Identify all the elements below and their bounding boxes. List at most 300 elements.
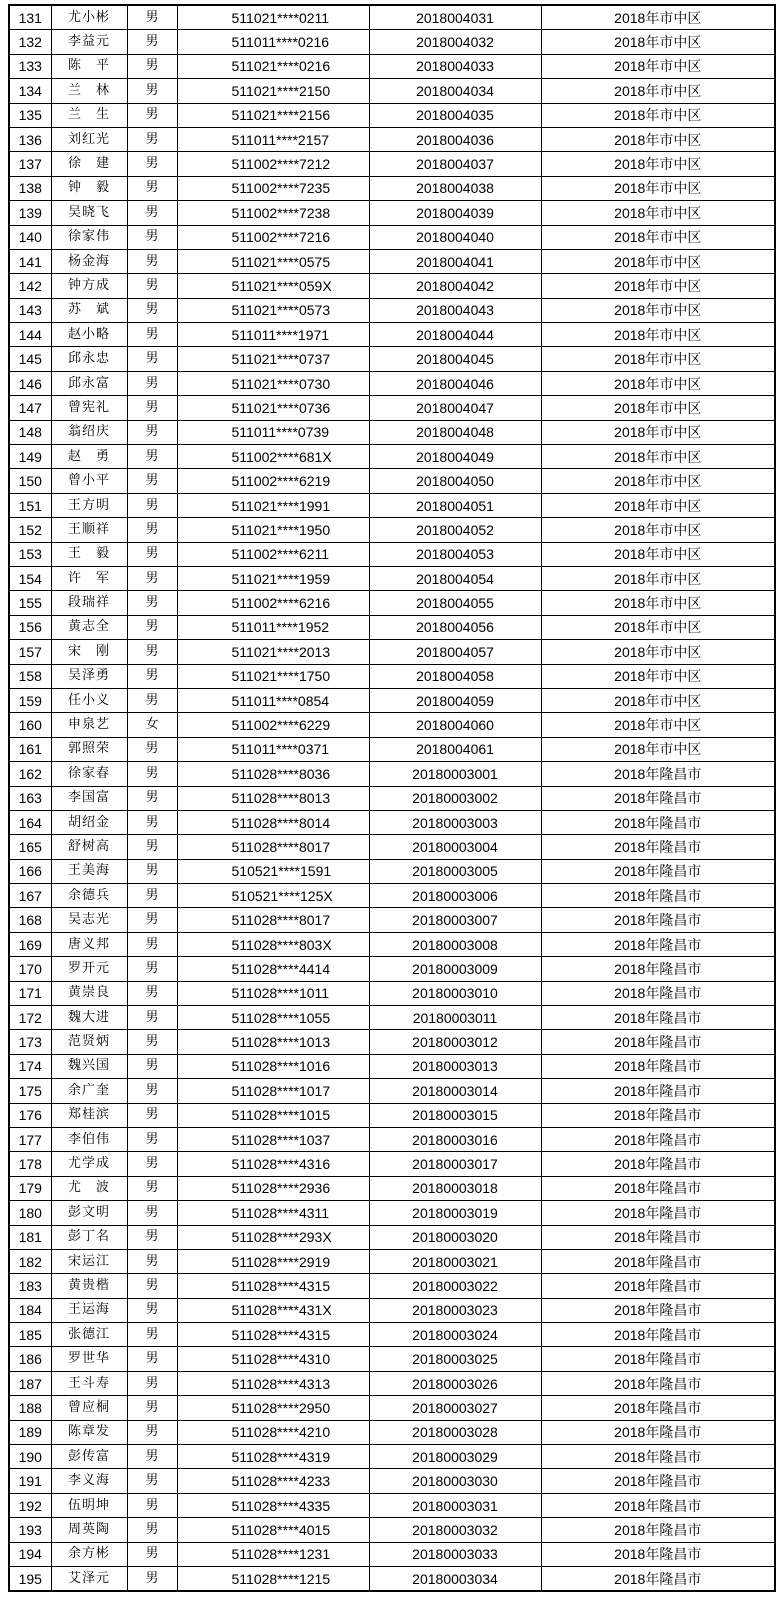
table-row — [9, 1298, 775, 1322]
person-name-cell: 刘红光 — [51, 127, 127, 151]
gender-cell: 男 — [127, 371, 177, 395]
id-number-cell: 511002****6216 — [177, 591, 369, 615]
id-number-cell: 511021****2156 — [177, 103, 369, 127]
person-name-cell: 范贤炳 — [51, 1030, 127, 1054]
gender-cell: 男 — [127, 1298, 177, 1322]
table-row — [9, 1225, 775, 1249]
row-number-cell: 194 — [9, 1542, 51, 1566]
row-number-cell: 179 — [9, 1176, 51, 1200]
gender-cell: 男 — [127, 347, 177, 371]
certificate-number-cell: 20180003029 — [369, 1445, 541, 1469]
certificate-number-cell: 2018004059 — [369, 688, 541, 712]
table-row — [9, 152, 775, 176]
gender-cell: 男 — [127, 932, 177, 956]
row-number-cell: 168 — [9, 908, 51, 932]
table-row — [9, 225, 775, 249]
id-number-cell: 511021****2150 — [177, 79, 369, 103]
year-district-cell: 2018年隆昌市 — [541, 810, 775, 834]
year-district-cell: 2018年隆昌市 — [541, 786, 775, 810]
table-row — [9, 323, 775, 347]
roster-table — [8, 4, 776, 1592]
id-number-cell: 511028****1017 — [177, 1079, 369, 1103]
gender-cell: 男 — [127, 298, 177, 322]
row-number-cell: 185 — [9, 1323, 51, 1347]
row-number-cell: 151 — [9, 493, 51, 517]
person-name-cell: 王方明 — [51, 493, 127, 517]
row-number-cell: 158 — [9, 664, 51, 688]
table-row — [9, 615, 775, 639]
person-name-cell: 魏兴国 — [51, 1054, 127, 1078]
row-number-cell: 183 — [9, 1274, 51, 1298]
gender-cell: 男 — [127, 737, 177, 761]
year-district-cell: 2018年市中区 — [541, 493, 775, 517]
table-row — [9, 493, 775, 517]
year-district-cell: 2018年隆昌市 — [541, 1225, 775, 1249]
certificate-number-cell: 20180003020 — [369, 1225, 541, 1249]
gender-cell: 男 — [127, 1323, 177, 1347]
year-district-cell: 2018年隆昌市 — [541, 1518, 775, 1542]
person-name-cell: 尤学成 — [51, 1152, 127, 1176]
row-number-cell: 157 — [9, 640, 51, 664]
id-number-cell: 511021****1950 — [177, 518, 369, 542]
row-number-cell: 184 — [9, 1298, 51, 1322]
table-row — [9, 908, 775, 932]
table-row — [9, 1274, 775, 1298]
year-district-cell: 2018年市中区 — [541, 5, 775, 30]
table-row — [9, 640, 775, 664]
row-number-cell: 145 — [9, 347, 51, 371]
row-number-cell: 141 — [9, 249, 51, 273]
table-row — [9, 396, 775, 420]
gender-cell: 男 — [127, 908, 177, 932]
table-row — [9, 1567, 775, 1592]
id-number-cell: 511028****4310 — [177, 1347, 369, 1371]
person-name-cell: 任小义 — [51, 688, 127, 712]
row-number-cell: 134 — [9, 79, 51, 103]
table-row — [9, 566, 775, 590]
person-name-cell: 钟 毅 — [51, 176, 127, 200]
year-district-cell: 2018年隆昌市 — [541, 1030, 775, 1054]
year-district-cell: 2018年隆昌市 — [541, 981, 775, 1005]
certificate-number-cell: 20180003014 — [369, 1079, 541, 1103]
id-number-cell: 511028****4313 — [177, 1371, 369, 1395]
person-name-cell: 曾宪礼 — [51, 396, 127, 420]
table-row — [9, 103, 775, 127]
row-number-cell: 192 — [9, 1493, 51, 1517]
table-row — [9, 786, 775, 810]
certificate-number-cell: 2018004051 — [369, 493, 541, 517]
person-name-cell: 吴志光 — [51, 908, 127, 932]
id-number-cell: 511028****2950 — [177, 1396, 369, 1420]
year-district-cell: 2018年市中区 — [541, 79, 775, 103]
table-row — [9, 1445, 775, 1469]
person-name-cell: 余方彬 — [51, 1542, 127, 1566]
certificate-number-cell: 2018004060 — [369, 713, 541, 737]
certificate-number-cell: 2018004041 — [369, 249, 541, 273]
person-name-cell: 魏大进 — [51, 1006, 127, 1030]
row-number-cell: 153 — [9, 542, 51, 566]
row-number-cell: 165 — [9, 835, 51, 859]
year-district-cell: 2018年隆昌市 — [541, 1249, 775, 1273]
certificate-number-cell: 20180003005 — [369, 859, 541, 883]
gender-cell: 男 — [127, 835, 177, 859]
row-number-cell: 176 — [9, 1103, 51, 1127]
table-row — [9, 762, 775, 786]
certificate-number-cell: 20180003006 — [369, 884, 541, 908]
gender-cell: 男 — [127, 640, 177, 664]
year-district-cell: 2018年隆昌市 — [541, 1347, 775, 1371]
table-row — [9, 274, 775, 298]
person-name-cell: 兰 林 — [51, 79, 127, 103]
year-district-cell: 2018年隆昌市 — [541, 1323, 775, 1347]
gender-cell: 男 — [127, 688, 177, 712]
year-district-cell: 2018年隆昌市 — [541, 1371, 775, 1395]
table-row — [9, 957, 775, 981]
table-row — [9, 1176, 775, 1200]
gender-cell: 男 — [127, 1006, 177, 1030]
person-name-cell: 兰 生 — [51, 103, 127, 127]
id-number-cell: 511021****059X — [177, 274, 369, 298]
year-district-cell: 2018年隆昌市 — [541, 1176, 775, 1200]
year-district-cell: 2018年市中区 — [541, 127, 775, 151]
certificate-number-cell: 20180003001 — [369, 762, 541, 786]
certificate-number-cell: 20180003009 — [369, 957, 541, 981]
certificate-number-cell: 20180003012 — [369, 1030, 541, 1054]
id-number-cell: 511021****0573 — [177, 298, 369, 322]
certificate-number-cell: 20180003011 — [369, 1006, 541, 1030]
year-district-cell: 2018年隆昌市 — [541, 1201, 775, 1225]
id-number-cell: 511028****4311 — [177, 1201, 369, 1225]
certificate-number-cell: 2018004035 — [369, 103, 541, 127]
row-number-cell: 159 — [9, 688, 51, 712]
year-district-cell: 2018年隆昌市 — [541, 1152, 775, 1176]
gender-cell: 男 — [127, 469, 177, 493]
row-number-cell: 181 — [9, 1225, 51, 1249]
id-number-cell: 511028****1015 — [177, 1103, 369, 1127]
id-number-cell: 511011****0854 — [177, 688, 369, 712]
id-number-cell: 511028****2919 — [177, 1249, 369, 1273]
table-row — [9, 1469, 775, 1493]
row-number-cell: 137 — [9, 152, 51, 176]
row-number-cell: 193 — [9, 1518, 51, 1542]
person-name-cell: 吴晓飞 — [51, 201, 127, 225]
person-name-cell: 申泉艺 — [51, 713, 127, 737]
certificate-number-cell: 2018004036 — [369, 127, 541, 151]
table-row — [9, 420, 775, 444]
id-number-cell: 511011****0371 — [177, 737, 369, 761]
row-number-cell: 177 — [9, 1127, 51, 1151]
table-row — [9, 1030, 775, 1054]
year-district-cell: 2018年隆昌市 — [541, 957, 775, 981]
table-row — [9, 859, 775, 883]
year-district-cell: 2018年市中区 — [541, 615, 775, 639]
year-district-cell: 2018年隆昌市 — [541, 1469, 775, 1493]
certificate-number-cell: 2018004048 — [369, 420, 541, 444]
row-number-cell: 146 — [9, 371, 51, 395]
year-district-cell: 2018年市中区 — [541, 688, 775, 712]
gender-cell: 男 — [127, 201, 177, 225]
year-district-cell: 2018年市中区 — [541, 30, 775, 54]
row-number-cell: 171 — [9, 981, 51, 1005]
id-number-cell: 511028****1055 — [177, 1006, 369, 1030]
id-number-cell: 511028****1215 — [177, 1567, 369, 1592]
person-name-cell: 邱永富 — [51, 371, 127, 395]
gender-cell: 男 — [127, 1225, 177, 1249]
id-number-cell: 511002****7235 — [177, 176, 369, 200]
person-name-cell: 王顺祥 — [51, 518, 127, 542]
table-row — [9, 127, 775, 151]
certificate-number-cell: 20180003030 — [369, 1469, 541, 1493]
gender-cell: 男 — [127, 5, 177, 30]
table-row — [9, 591, 775, 615]
id-number-cell: 511021****0211 — [177, 5, 369, 30]
year-district-cell: 2018年市中区 — [541, 323, 775, 347]
gender-cell: 男 — [127, 1542, 177, 1566]
certificate-number-cell: 2018004043 — [369, 298, 541, 322]
certificate-number-cell: 20180003027 — [369, 1396, 541, 1420]
id-number-cell: 511028****4335 — [177, 1493, 369, 1517]
id-number-cell: 511028****4319 — [177, 1445, 369, 1469]
table-row — [9, 54, 775, 78]
certificate-number-cell: 20180003018 — [369, 1176, 541, 1200]
table-row — [9, 1249, 775, 1273]
id-number-cell: 511028****803X — [177, 932, 369, 956]
year-district-cell: 2018年隆昌市 — [541, 1542, 775, 1566]
table-row — [9, 1054, 775, 1078]
person-name-cell: 许 军 — [51, 566, 127, 590]
certificate-number-cell: 2018004047 — [369, 396, 541, 420]
person-name-cell: 曾应桐 — [51, 1396, 127, 1420]
certificate-number-cell: 2018004034 — [369, 79, 541, 103]
certificate-number-cell: 2018004039 — [369, 201, 541, 225]
certificate-number-cell: 20180003008 — [369, 932, 541, 956]
certificate-number-cell: 2018004061 — [369, 737, 541, 761]
gender-cell: 男 — [127, 152, 177, 176]
year-district-cell: 2018年隆昌市 — [541, 1493, 775, 1517]
person-name-cell: 彭丁名 — [51, 1225, 127, 1249]
year-district-cell: 2018年市中区 — [541, 640, 775, 664]
gender-cell: 男 — [127, 762, 177, 786]
certificate-number-cell: 2018004053 — [369, 542, 541, 566]
row-number-cell: 172 — [9, 1006, 51, 1030]
id-number-cell: 511028****1016 — [177, 1054, 369, 1078]
person-name-cell: 伍明坤 — [51, 1493, 127, 1517]
id-number-cell: 511021****1959 — [177, 566, 369, 590]
table-row — [9, 518, 775, 542]
year-district-cell: 2018年隆昌市 — [541, 1298, 775, 1322]
year-district-cell: 2018年隆昌市 — [541, 1079, 775, 1103]
row-number-cell: 136 — [9, 127, 51, 151]
id-number-cell: 511011****2157 — [177, 127, 369, 151]
id-number-cell: 511028****4210 — [177, 1420, 369, 1444]
year-district-cell: 2018年市中区 — [541, 347, 775, 371]
certificate-number-cell: 20180003017 — [369, 1152, 541, 1176]
id-number-cell: 511028****4315 — [177, 1274, 369, 1298]
table-row — [9, 201, 775, 225]
gender-cell: 男 — [127, 1249, 177, 1273]
certificate-number-cell: 2018004050 — [369, 469, 541, 493]
table-row — [9, 79, 775, 103]
person-name-cell: 余广奎 — [51, 1079, 127, 1103]
gender-cell: 男 — [127, 30, 177, 54]
row-number-cell: 142 — [9, 274, 51, 298]
row-number-cell: 167 — [9, 884, 51, 908]
table-row — [9, 347, 775, 371]
year-district-cell: 2018年市中区 — [541, 103, 775, 127]
table-row — [9, 1323, 775, 1347]
person-name-cell: 宋运江 — [51, 1249, 127, 1273]
year-district-cell: 2018年市中区 — [541, 54, 775, 78]
table-row — [9, 1201, 775, 1225]
person-name-cell: 罗开元 — [51, 957, 127, 981]
person-name-cell: 王 毅 — [51, 542, 127, 566]
gender-cell: 男 — [127, 591, 177, 615]
id-number-cell: 510521****125X — [177, 884, 369, 908]
gender-cell: 男 — [127, 518, 177, 542]
person-name-cell: 彭文明 — [51, 1201, 127, 1225]
id-number-cell: 511002****6219 — [177, 469, 369, 493]
certificate-number-cell: 20180003031 — [369, 1493, 541, 1517]
certificate-number-cell: 20180003015 — [369, 1103, 541, 1127]
row-number-cell: 160 — [9, 713, 51, 737]
certificate-number-cell: 2018004046 — [369, 371, 541, 395]
certificate-number-cell: 20180003002 — [369, 786, 541, 810]
row-number-cell: 163 — [9, 786, 51, 810]
table-row — [9, 810, 775, 834]
year-district-cell: 2018年市中区 — [541, 713, 775, 737]
row-number-cell: 169 — [9, 932, 51, 956]
person-name-cell: 吴泽勇 — [51, 664, 127, 688]
certificate-number-cell: 20180003003 — [369, 810, 541, 834]
gender-cell: 男 — [127, 1079, 177, 1103]
gender-cell: 男 — [127, 127, 177, 151]
certificate-number-cell: 20180003028 — [369, 1420, 541, 1444]
row-number-cell: 143 — [9, 298, 51, 322]
certificate-number-cell: 20180003034 — [369, 1567, 541, 1592]
year-district-cell: 2018年隆昌市 — [541, 1274, 775, 1298]
year-district-cell: 2018年隆昌市 — [541, 1567, 775, 1592]
certificate-number-cell: 20180003013 — [369, 1054, 541, 1078]
gender-cell: 男 — [127, 176, 177, 200]
row-number-cell: 150 — [9, 469, 51, 493]
gender-cell: 男 — [127, 1054, 177, 1078]
year-district-cell: 2018年隆昌市 — [541, 859, 775, 883]
id-number-cell: 511028****431X — [177, 1298, 369, 1322]
gender-cell: 男 — [127, 566, 177, 590]
id-number-cell: 511002****6229 — [177, 713, 369, 737]
certificate-number-cell: 2018004055 — [369, 591, 541, 615]
gender-cell: 男 — [127, 810, 177, 834]
person-name-cell: 李国富 — [51, 786, 127, 810]
person-name-cell: 翁绍庆 — [51, 420, 127, 444]
person-name-cell: 陈 平 — [51, 54, 127, 78]
year-district-cell: 2018年隆昌市 — [541, 908, 775, 932]
certificate-number-cell: 20180003026 — [369, 1371, 541, 1395]
person-name-cell: 钟方成 — [51, 274, 127, 298]
id-number-cell: 511028****8036 — [177, 762, 369, 786]
person-name-cell: 王运海 — [51, 1298, 127, 1322]
certificate-number-cell: 2018004049 — [369, 445, 541, 469]
row-number-cell: 195 — [9, 1567, 51, 1592]
person-name-cell: 徐家伟 — [51, 225, 127, 249]
id-number-cell: 511011****1971 — [177, 323, 369, 347]
year-district-cell: 2018年市中区 — [541, 469, 775, 493]
row-number-cell: 186 — [9, 1347, 51, 1371]
gender-cell: 男 — [127, 1396, 177, 1420]
person-name-cell: 赵小略 — [51, 323, 127, 347]
table-row — [9, 298, 775, 322]
roster-body — [9, 5, 775, 1591]
gender-cell: 男 — [127, 542, 177, 566]
gender-cell: 男 — [127, 323, 177, 347]
gender-cell: 男 — [127, 1347, 177, 1371]
person-name-cell: 宋 刚 — [51, 640, 127, 664]
certificate-number-cell: 20180003007 — [369, 908, 541, 932]
year-district-cell: 2018年市中区 — [541, 249, 775, 273]
row-number-cell: 147 — [9, 396, 51, 420]
table-row — [9, 1542, 775, 1566]
id-number-cell: 511028****8017 — [177, 908, 369, 932]
person-name-cell: 尤 波 — [51, 1176, 127, 1200]
person-name-cell: 胡绍金 — [51, 810, 127, 834]
table-row — [9, 1371, 775, 1395]
certificate-number-cell: 2018004052 — [369, 518, 541, 542]
gender-cell: 男 — [127, 957, 177, 981]
gender-cell: 男 — [127, 1420, 177, 1444]
person-name-cell: 尤小彬 — [51, 5, 127, 30]
person-name-cell: 杨金海 — [51, 249, 127, 273]
table-row — [9, 1347, 775, 1371]
year-district-cell: 2018年市中区 — [541, 542, 775, 566]
person-name-cell: 徐家春 — [51, 762, 127, 786]
person-name-cell: 徐 建 — [51, 152, 127, 176]
id-number-cell: 511028****4414 — [177, 957, 369, 981]
year-district-cell: 2018年市中区 — [541, 274, 775, 298]
year-district-cell: 2018年市中区 — [541, 445, 775, 469]
gender-cell: 男 — [127, 493, 177, 517]
id-number-cell: 511002****681X — [177, 445, 369, 469]
id-number-cell: 511002****7212 — [177, 152, 369, 176]
id-number-cell: 511021****0216 — [177, 54, 369, 78]
id-number-cell: 511021****0736 — [177, 396, 369, 420]
certificate-number-cell: 2018004042 — [369, 274, 541, 298]
year-district-cell: 2018年市中区 — [541, 176, 775, 200]
table-row — [9, 371, 775, 395]
row-number-cell: 170 — [9, 957, 51, 981]
certificate-number-cell: 2018004057 — [369, 640, 541, 664]
gender-cell: 男 — [127, 664, 177, 688]
id-number-cell: 511028****1231 — [177, 1542, 369, 1566]
row-number-cell: 161 — [9, 737, 51, 761]
person-name-cell: 周英陶 — [51, 1518, 127, 1542]
person-name-cell: 张德江 — [51, 1323, 127, 1347]
table-row — [9, 713, 775, 737]
gender-cell: 男 — [127, 1567, 177, 1592]
id-number-cell: 511028****293X — [177, 1225, 369, 1249]
id-number-cell: 511021****0730 — [177, 371, 369, 395]
person-name-cell: 王美海 — [51, 859, 127, 883]
id-number-cell: 511011****0216 — [177, 30, 369, 54]
gender-cell: 男 — [127, 274, 177, 298]
certificate-number-cell: 2018004033 — [369, 54, 541, 78]
year-district-cell: 2018年隆昌市 — [541, 932, 775, 956]
certificate-number-cell: 2018004040 — [369, 225, 541, 249]
table-row — [9, 884, 775, 908]
row-number-cell: 149 — [9, 445, 51, 469]
id-number-cell: 511021****1750 — [177, 664, 369, 688]
gender-cell: 男 — [127, 859, 177, 883]
person-name-cell: 郑桂滨 — [51, 1103, 127, 1127]
